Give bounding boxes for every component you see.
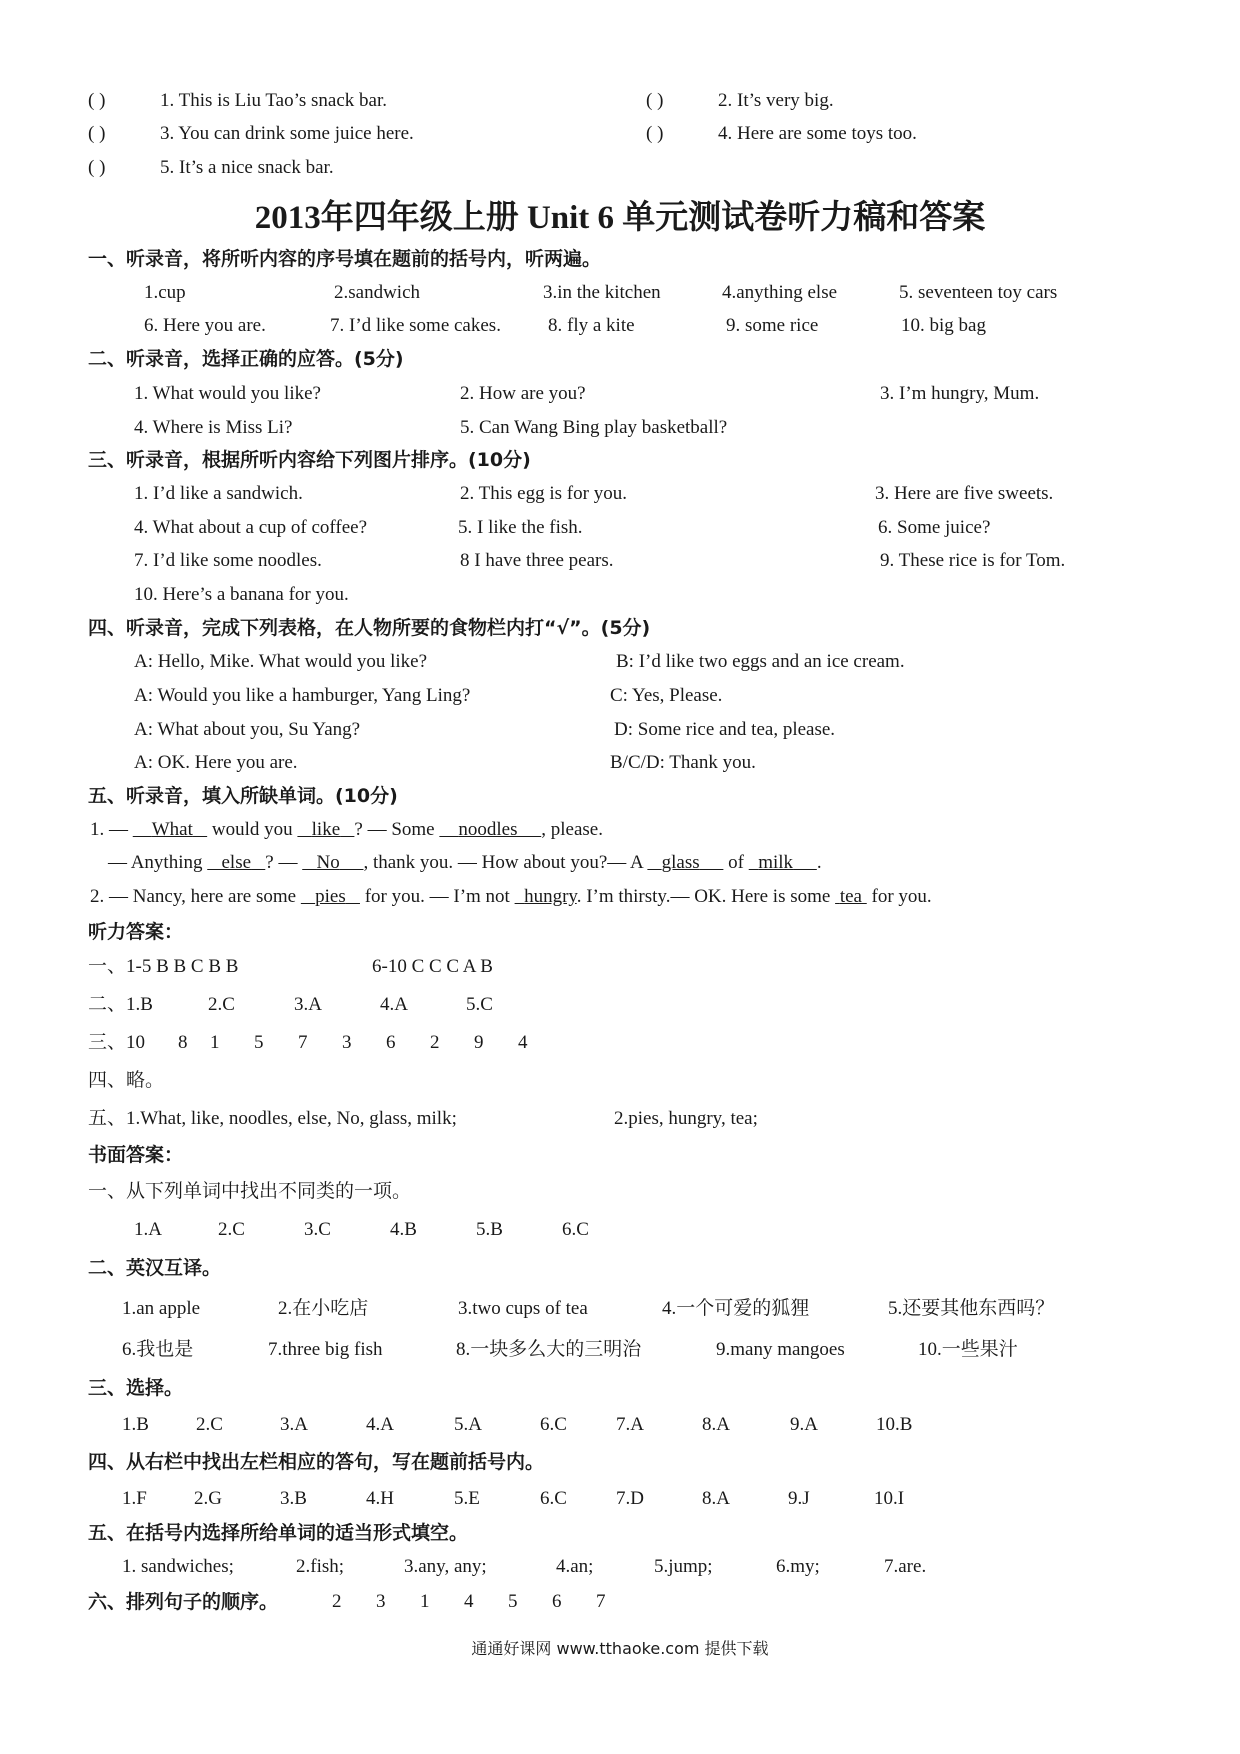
s3-item: 2. This egg is for you.: [460, 483, 627, 504]
fill-text: . I’m thirsty.— OK. Here is some: [576, 886, 836, 907]
answer-item: 3.C: [304, 1219, 331, 1240]
fill-text: 1. —: [90, 819, 133, 840]
dialogue-line: B: I’d like two eggs and an ice cream.: [616, 651, 905, 672]
section-4-heading: 四、听录音，完成下列表格，在人物所要的食物栏内打“√”。(5分): [88, 617, 651, 639]
fill-text: of: [723, 852, 749, 873]
written-subheading: 六、排列句子的顺序。: [88, 1591, 279, 1613]
fill-text: would you: [207, 819, 298, 840]
s3-item: 7. I’d like some noodles.: [134, 550, 322, 571]
blank-value: tea: [839, 886, 862, 907]
answer-item: 6.C: [540, 1414, 567, 1435]
answer-paren[interactable]: ( ): [88, 123, 106, 144]
written-subheading: 三、选择。: [88, 1377, 184, 1399]
fill-text: , please.: [541, 819, 603, 840]
top-item-1: [88, 89, 387, 113]
answer-item: 10.B: [876, 1414, 913, 1435]
answer-item: 1.B: [122, 1414, 149, 1435]
section-1-heading: 一、听录音，将所听内容的序号填在题前的括号内，听两遍。: [88, 248, 602, 270]
answer-item: 8: [178, 1032, 188, 1053]
written-subheading: 五、在括号内选择所给单词的适当形式填空。: [88, 1522, 469, 1544]
s1-item: 5. seventeen toy cars: [899, 282, 1058, 303]
answer-item: 2.G: [194, 1488, 222, 1509]
dialogue-line: A: OK. Here you are.: [134, 752, 298, 773]
page-title: 2013年四年级上册 Unit 6 单元测试卷听力稿和答案: [254, 200, 986, 236]
written-subheading: 二、英汉互译。: [88, 1257, 222, 1279]
answer-item: 4.A: [380, 994, 408, 1015]
s1-item: 2.sandwich: [334, 282, 421, 303]
answer-item: 5: [508, 1591, 518, 1612]
item-text: 2. It’s very big.: [718, 90, 834, 111]
dialogue-line: A: What about you, Su Yang?: [134, 719, 361, 740]
answer-item: 4.A: [366, 1414, 394, 1435]
blank-answer[interactable]: [297, 819, 354, 840]
answer-item: 2.C: [218, 1219, 245, 1240]
dialogue-line: A: Would you like a hamburger, Yang Ling?: [134, 685, 471, 706]
dialogue-line: C: Yes, Please.: [610, 685, 723, 706]
answer-item: 6.我也是: [122, 1339, 194, 1360]
answer-line: 一、1-5 B B C B B: [88, 956, 239, 977]
answer-item: 3.A: [294, 994, 322, 1015]
answer-paren[interactable]: ( ): [646, 123, 664, 144]
written-answers-heading: 书面答案：: [88, 1144, 184, 1166]
s1-item: 8. fly a kite: [548, 315, 635, 336]
answer-item: 3.A: [280, 1414, 308, 1435]
answer-line: 五、1.What, like, noodles, else, No, glass, milk;: [88, 1108, 457, 1129]
answer-item: 7.D: [616, 1488, 644, 1509]
answer-item: 4.B: [390, 1219, 417, 1240]
answer-item: 1.A: [134, 1219, 162, 1240]
section-2-heading: 二、听录音，选择正确的应答。(5分): [88, 348, 404, 370]
fill-line-1: [90, 818, 603, 842]
fill-text: for you.: [866, 886, 932, 907]
blank-value: glass: [661, 852, 700, 873]
answer-item: 3: [342, 1032, 352, 1053]
fill-text: for you. — I’m not: [359, 886, 515, 907]
answer-item: 4: [464, 1591, 474, 1612]
fill-text: — Anything: [108, 852, 208, 873]
answer-item: 4: [518, 1032, 528, 1053]
item-text: 5. It’s a nice snack bar.: [160, 157, 334, 178]
blank-answer[interactable]: [302, 852, 363, 873]
listening-answers-heading: 听力答案：: [88, 921, 184, 943]
answer-line: 2.pies, hungry, tea;: [614, 1108, 758, 1129]
s1-item: 6. Here you are.: [144, 315, 266, 336]
blank-value: like: [311, 819, 341, 840]
answer-item: 2.C: [208, 994, 235, 1015]
answer-item: 4.一个可爱的狐狸: [662, 1298, 810, 1319]
s3-item: 10. Here’s a banana for you.: [134, 584, 349, 605]
written-subheading: 一、从下列单词中找出不同类的一项。: [88, 1181, 412, 1202]
answer-item: 6.C: [562, 1219, 589, 1240]
fill-text: ? — Some: [354, 819, 440, 840]
dialogue-line: D: Some rice and tea, please.: [614, 719, 836, 740]
answer-item: 1. sandwiches;: [122, 1556, 234, 1577]
s3-item: 5. I like the fish.: [458, 517, 583, 538]
answer-item: 6.C: [540, 1488, 567, 1509]
answer-item: 9.J: [788, 1488, 810, 1509]
answer-paren[interactable]: ( ): [88, 157, 106, 178]
blank-answer[interactable]: [301, 886, 360, 907]
blank-answer[interactable]: [439, 819, 541, 840]
answer-item: 7.three big fish: [268, 1339, 383, 1360]
answer-paren[interactable]: ( ): [88, 90, 106, 111]
answer-item: 7.A: [616, 1414, 644, 1435]
answer-item: 2: [332, 1591, 342, 1612]
fill-line-2: [108, 851, 822, 875]
answer-line: 四、略。: [88, 1070, 165, 1091]
answer-item: 9.many mangoes: [716, 1339, 845, 1360]
fill-text: .: [816, 852, 822, 873]
answer-item: 7: [298, 1032, 308, 1053]
answer-item: 2.在小吃店: [278, 1298, 369, 1319]
s2-item: 2. How are you?: [460, 383, 586, 404]
answer-item: 2: [430, 1032, 440, 1053]
answer-item: 1: [420, 1591, 430, 1612]
answer-item: 7.are.: [884, 1556, 927, 1577]
answer-item: 10.一些果汁: [918, 1339, 1018, 1360]
answer-item: 1: [210, 1032, 220, 1053]
s1-item: 9. some rice: [726, 315, 819, 336]
s3-item: 9. These rice is for Tom.: [880, 550, 1066, 571]
answer-line: 6-10 C C C A B: [372, 956, 493, 977]
s1-item: 1.cup: [144, 282, 186, 303]
answer-item: 6: [386, 1032, 396, 1053]
footer-credit[interactable]: 通通好课网 www.tthaoke.com 提供下载: [471, 1639, 769, 1658]
blank-value: hungry: [524, 886, 577, 907]
answer-item: 9: [474, 1032, 484, 1053]
answer-item: 9.A: [790, 1414, 818, 1435]
blank-answer[interactable]: [647, 852, 723, 873]
answer-item: 7: [596, 1591, 606, 1612]
answer-item: 6.my;: [776, 1556, 820, 1577]
blank-answer[interactable]: [207, 852, 265, 873]
s3-item: 8 I have three pears.: [460, 550, 614, 571]
answer-item: 10.I: [874, 1488, 905, 1509]
answer-item: 1.F: [122, 1488, 147, 1509]
blank-answer[interactable]: [133, 819, 207, 840]
answer-item: 5.C: [466, 994, 493, 1015]
s3-item: 6. Some juice?: [878, 517, 991, 538]
blank-value: pies: [315, 886, 346, 907]
blank-value: noodles: [458, 819, 518, 840]
answer-item: 1.an apple: [122, 1298, 201, 1319]
answer-item: 4.an;: [556, 1556, 594, 1577]
blank-value: else: [221, 852, 252, 873]
fill-text: 2. — Nancy, here are some: [90, 886, 301, 907]
answer-item: 5.还要其他东西吗？: [888, 1298, 1055, 1319]
answer-item: 5.B: [476, 1219, 503, 1240]
s2-item: 3. I’m hungry, Mum.: [880, 383, 1040, 404]
answer-item: 三、10: [88, 1032, 146, 1053]
answer-item: 6: [552, 1591, 562, 1612]
answer-item: 8.A: [702, 1414, 730, 1435]
s1-item: 10. big bag: [901, 315, 986, 336]
s3-item: 3. Here are five sweets.: [875, 483, 1054, 504]
answer-item: 3.any, any;: [404, 1556, 487, 1577]
blank-answer[interactable]: [515, 886, 577, 907]
section-5-heading: 五、听录音，填入所缺单词。(10分): [88, 785, 398, 807]
s2-item: 4. Where is Miss Li?: [134, 417, 293, 438]
blank-answer[interactable]: [835, 886, 867, 907]
answer-item: 8.一块多么大的三明治: [456, 1339, 642, 1360]
s3-item: 4. What about a cup of coffee?: [134, 517, 368, 538]
item-text: 3. You can drink some juice here.: [160, 123, 414, 144]
s2-item: 5. Can Wang Bing play basketball?: [460, 417, 728, 438]
answer-item: 5.E: [454, 1488, 480, 1509]
answer-item: 3: [376, 1591, 386, 1612]
s1-item: 4.anything else: [722, 282, 838, 303]
answer-item: 5.A: [454, 1414, 482, 1435]
answer-item: 5.jump;: [654, 1556, 713, 1577]
blank-value: No: [316, 852, 340, 873]
answer-item: 2.C: [196, 1414, 223, 1435]
fill-text: ? —: [265, 852, 303, 873]
answer-paren[interactable]: ( ): [646, 90, 664, 111]
blank-value: milk: [758, 852, 794, 873]
dialogue-line: A: Hello, Mike. What would you like?: [134, 651, 428, 672]
top-item-4: [646, 122, 917, 146]
s1-item: 7. I’d like some cakes.: [330, 315, 501, 336]
top-item-3: [88, 122, 414, 146]
s2-item: 1. What would you like?: [134, 383, 321, 404]
answer-item: 5: [254, 1032, 264, 1053]
fill-line-3: [90, 885, 932, 909]
answer-item: 4.H: [366, 1488, 394, 1509]
blank-value: What: [151, 819, 193, 840]
section-3-heading: 三、听录音，根据所听内容给下列图片排序。(10分): [88, 449, 531, 471]
written-subheading: 四、从右栏中找出左栏相应的答句，写在题前括号内。: [88, 1451, 545, 1473]
top-item-2: [646, 89, 834, 113]
fill-text: , thank you. — How about you?— A: [363, 852, 648, 873]
s3-item: 1. I’d like a sandwich.: [134, 483, 303, 504]
item-text: 4. Here are some toys too.: [718, 123, 917, 144]
answer-item: 3.two cups of tea: [458, 1298, 588, 1319]
answer-item: 2.fish;: [296, 1556, 345, 1577]
answer-item: 二、1.B: [88, 994, 153, 1015]
top-item-5: [88, 156, 334, 180]
answer-item: 3.B: [280, 1488, 307, 1509]
answer-item: 8.A: [702, 1488, 730, 1509]
blank-answer[interactable]: [749, 852, 817, 873]
item-text: 1. This is Liu Tao’s snack bar.: [160, 90, 388, 111]
s1-item: 3.in the kitchen: [543, 282, 661, 303]
dialogue-line: B/C/D: Thank you.: [610, 752, 756, 773]
